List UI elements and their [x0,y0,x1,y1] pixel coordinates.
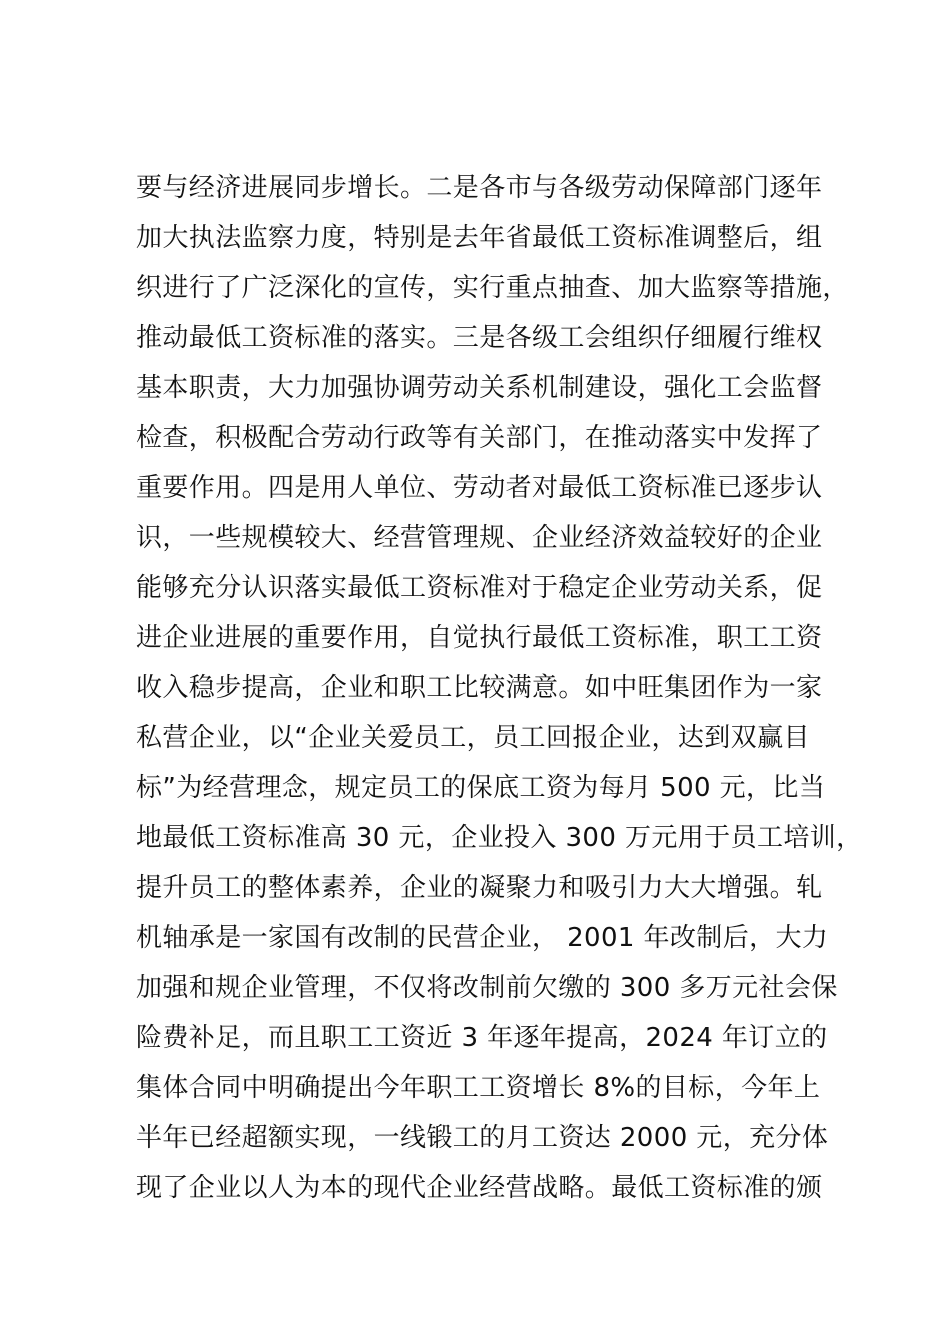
text-line: 私营企业，以“企业关爱员工，员工回报企业，达到双赢目 [136,723,810,753]
text-line: 标”为经营理念，规定员工的保底工资为每月 500 元，比当 [136,773,826,803]
text-line: 加强和规企业管理，不仅将改制前欠缴的 300 多万元社会保 [136,973,838,1003]
text-line: 现了企业以人为本的现代企业经营战略。最低工资标准的颁 [136,1173,823,1203]
text-line: 提升员工的整体素养，企业的凝聚力和吸引力大大增强。轧 [136,873,823,903]
text-line: 半年已经超额实现，一线锻工的月工资达 2000 元，充分体 [136,1123,829,1153]
text-line: 检查，积极配合劳动行政等有关部门，在推动落实中发挥了 [136,423,823,453]
text-line: 能够充分认识落实最低工资标准对于稳定企业劳动关系，促 [136,573,823,603]
text-line: 地最低工资标准高 30 元，企业投入 300 万元用于员工培训， [136,823,863,853]
text-line: 识，一些规模较大、经营管理规、企业经济效益较好的企业 [136,523,823,553]
text-line: 机轴承是一家国有改制的民营企业， 2001 年改制后，大力 [136,923,829,953]
text-line: 织进行了广泛深化的宣传，实行重点抽查、加大监察等措施， [136,273,849,303]
text-line: 进企业进展的重要作用，自觉执行最低工资标准，职工工资 [136,623,823,653]
text-line: 重要作用。四是用人单位、劳动者对最低工资标准已逐步认 [136,473,823,503]
text-line: 收入稳步提高，企业和职工比较满意。如中旺集团作为一家 [136,673,823,703]
text-line: 加大执法监察力度，特别是去年省最低工资标准调整后，组 [136,223,823,253]
text-line: 集体合同中明确提出今年职工工资增长 8%的目标，今年上 [136,1073,821,1103]
text-line: 基本职责，大力加强协调劳动关系机制建设，强化工会监督 [136,373,823,403]
text-line: 推动最低工资标准的落实。三是各级工会组织仔细履行维权 [136,323,823,353]
text-line: 要与经济进展同步增长。二是各市与各级劳动保障部门逐年 [136,173,823,203]
body-paragraph [136,163,863,1213]
text-line: 险费补足，而且职工工资近 3 年逐年提高，2024 年订立的 [136,1023,828,1053]
